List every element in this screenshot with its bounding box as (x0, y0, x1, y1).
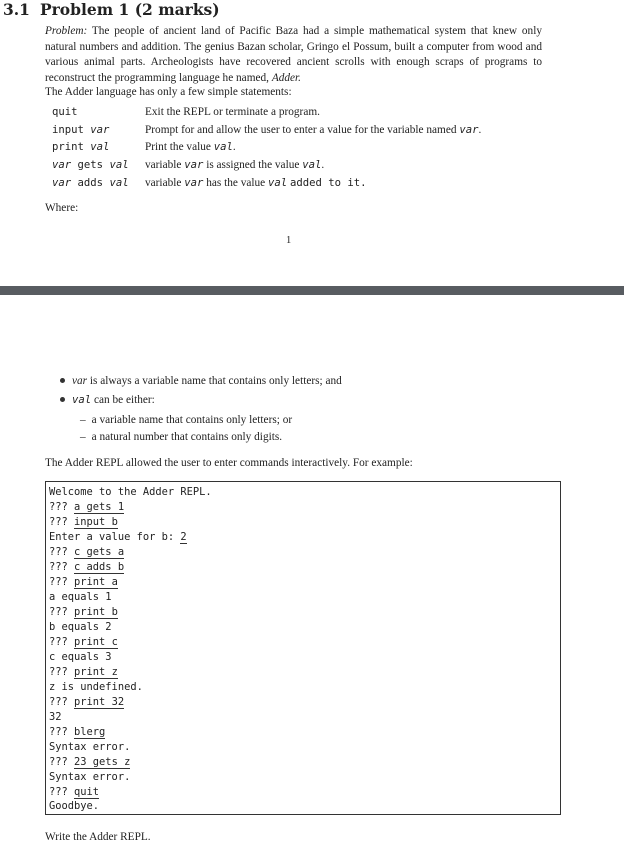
statement-quit (52, 106, 320, 118)
section-number: 3.1 (3, 0, 30, 19)
statement-cmd: quit (52, 106, 78, 118)
section-heading (3, 0, 220, 19)
dash-icon: – (80, 414, 86, 426)
bullet-var: var is always a variable name that contains only letters; and (60, 375, 342, 387)
repl-line: ??? c gets a (49, 546, 125, 558)
statement-gets (52, 159, 324, 171)
repl-line: c equals 3 (49, 651, 112, 663)
sub-item: – a natural number that contains only digits. (80, 431, 283, 443)
repl-line: Welcome to the Adder REPL. (49, 486, 212, 498)
statement-desc: Prompt for and allow the user to enter a value for the variable named var. (145, 124, 482, 136)
repl-line: Syntax error. (49, 771, 131, 783)
repl-line: Goodbye. (49, 800, 100, 812)
repl-line: ??? 23 gets z (49, 756, 131, 768)
repl-line: ??? print a (49, 576, 118, 588)
repl-line: Syntax error. (49, 741, 131, 753)
repl-line: ??? print c (49, 636, 118, 648)
repl-line: ??? c adds b (49, 561, 125, 573)
statement-cmd: input var (52, 124, 110, 136)
bullet-val: val can be either: (60, 394, 155, 406)
section-title: Problem 1 (2 marks) (39, 0, 220, 19)
repl-intro: The Adder REPL allowed the user to enter commands interactively. For example: (45, 457, 413, 469)
repl-line: a equals 1 (49, 591, 112, 603)
repl-line: ??? quit (49, 786, 100, 798)
bullet-icon (60, 397, 65, 402)
repl-line: ??? print 32 (49, 696, 125, 708)
statement-desc: Exit the REPL or terminate a program. (145, 106, 320, 118)
problem-text: The people of ancient land of Pacific Baza had a simple mathematical system that knew only natural numbers and addition. The genius Bazan scholar, Gringo el Possum, built a computer from wood and various animal parts. Archeologists have recovered ancient scrolls with enough scraps of programs to reconstruct the programming language he named, (45, 25, 542, 84)
repl-line: b equals 2 (49, 621, 112, 633)
statement-input (52, 124, 481, 136)
statement-print (52, 141, 236, 153)
statement-adds (52, 177, 367, 189)
statement-desc: variable var has the value val added to it. (145, 177, 367, 189)
sub-item: – a variable name that contains only letters; or (80, 414, 293, 426)
repl-line: ??? blerg (49, 726, 106, 738)
language-name: Adder. (271, 71, 301, 84)
final-instruction: Write the Adder REPL. (45, 831, 151, 843)
repl-line: z is undefined. (49, 681, 143, 693)
repl-line: ??? a gets 1 (49, 501, 125, 513)
bullet-icon (60, 378, 65, 383)
repl-line: Enter a value for b: 2 (49, 531, 187, 543)
repl-line: 32 (49, 711, 62, 723)
dash-icon: – (80, 431, 86, 443)
where-label: Where: (45, 202, 79, 214)
statement-desc: variable var is assigned the value val. (145, 159, 325, 171)
repl-line: ??? print z (49, 666, 118, 678)
problem-paragraph (45, 24, 542, 86)
repl-line: ??? print b (49, 606, 118, 618)
statement-desc: Print the value val. (145, 141, 236, 153)
page-number: 1 (286, 235, 292, 246)
statements-intro: The Adder language has only a few simple statements: (45, 86, 292, 98)
statement-cmd: var adds val (52, 177, 129, 189)
statement-cmd: print val (52, 141, 110, 153)
page-break-divider (0, 286, 624, 295)
repl-line: ??? input b (49, 516, 118, 528)
problem-lead: Problem: (45, 25, 88, 37)
repl-transcript-box (45, 481, 561, 815)
statement-cmd: var gets val (52, 159, 129, 171)
